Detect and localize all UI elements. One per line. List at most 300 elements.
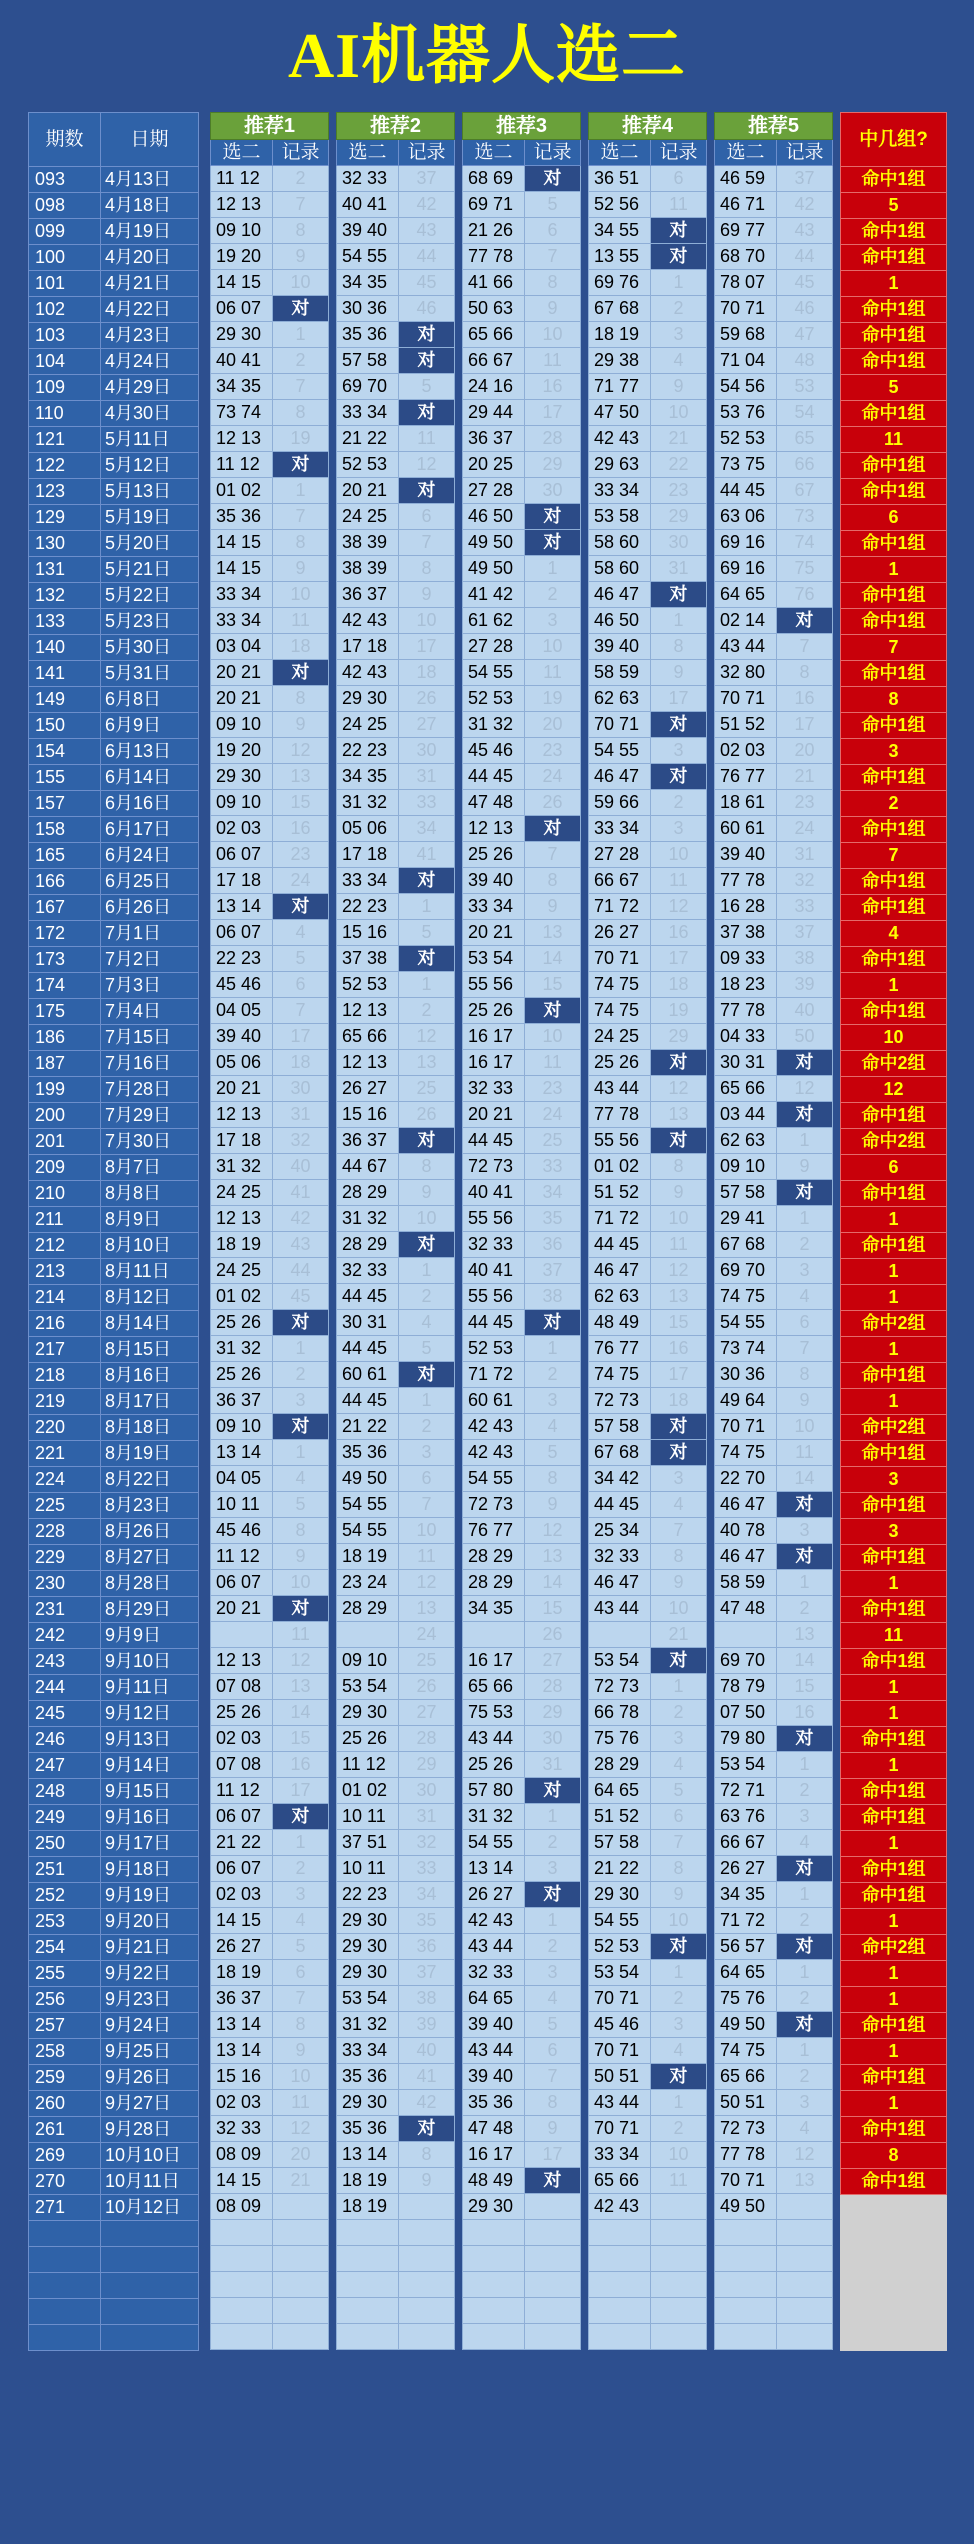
pick-numbers: 68 69: [463, 166, 525, 192]
pick-numbers: 60 61: [337, 1362, 399, 1388]
record-cell: 对: [777, 1544, 833, 1570]
table-row: [29, 947, 199, 973]
table-row: [337, 530, 455, 556]
record-cell: 2: [777, 1596, 833, 1622]
record-cell: 13: [525, 1544, 581, 1570]
table-row: [463, 1908, 581, 1934]
table-row: [211, 530, 329, 556]
record-cell: 15: [525, 972, 581, 998]
hit-count: 3: [841, 1519, 947, 1545]
record-cell: 31: [651, 556, 707, 582]
table-row: [463, 1232, 581, 1258]
sub-header-record: 记录: [399, 140, 455, 166]
blank-row: [211, 2324, 329, 2350]
table-row: [715, 1232, 833, 1258]
table-row: [715, 1024, 833, 1050]
table-row: [715, 1440, 833, 1466]
table-row: [337, 1336, 455, 1362]
issue-date: 6月26日: [101, 895, 199, 921]
issue-date: 9月27日: [101, 2091, 199, 2117]
table-row: [841, 1675, 947, 1701]
table-row: [589, 270, 707, 296]
table-row: [29, 843, 199, 869]
table-row: [589, 2012, 707, 2038]
record-cell: 9: [651, 660, 707, 686]
record-cell: 17: [651, 946, 707, 972]
pick-numbers: 40 41: [463, 1180, 525, 1206]
pick-numbers: 65 66: [337, 1024, 399, 1050]
table-row: [589, 452, 707, 478]
pick-numbers: 26 27: [715, 1856, 777, 1882]
record-cell: 14: [777, 1648, 833, 1674]
pick-numbers: 16 17: [463, 2142, 525, 2168]
table-row: [211, 1258, 329, 1284]
table-row: [337, 1466, 455, 1492]
record-cell: 6: [651, 166, 707, 192]
issue-date: 8月9日: [101, 1207, 199, 1233]
table-row: [211, 998, 329, 1024]
pick-numbers: 11 12: [211, 1778, 273, 1804]
pick-numbers: 21 22: [589, 1856, 651, 1882]
pick-numbers: 33 34: [337, 400, 399, 426]
table-row: [211, 1544, 329, 1570]
pick-numbers: 51 52: [589, 1804, 651, 1830]
table-row: [29, 583, 199, 609]
hit-count: 6: [841, 1155, 947, 1181]
table-row: [211, 1284, 329, 1310]
table-row: [463, 1102, 581, 1128]
hit-count: 1: [841, 557, 947, 583]
record-cell: 42: [273, 1206, 329, 1232]
table-row: [211, 816, 329, 842]
issue-date-table: [28, 112, 199, 2351]
table-row: [29, 193, 199, 219]
hit-count: 命中1组: [841, 1649, 947, 1675]
table-row: [589, 400, 707, 426]
record-cell: 2: [525, 1830, 581, 1856]
pick-numbers: 53 54: [337, 1674, 399, 1700]
pick-numbers: 03 04: [211, 634, 273, 660]
record-cell: 13: [651, 1102, 707, 1128]
pick-numbers: 60 61: [463, 1388, 525, 1414]
hit-count: 命中1组: [841, 1597, 947, 1623]
issue-date: 4月20日: [101, 245, 199, 271]
table-row: [463, 1726, 581, 1752]
record-cell: 对: [399, 1362, 455, 1388]
hit-count: 1: [841, 1285, 947, 1311]
hit-count: 11: [841, 1623, 947, 1649]
table-row: [337, 686, 455, 712]
pick-numbers: 54 56: [715, 374, 777, 400]
table-row: [841, 1727, 947, 1753]
issue-date: 9月22日: [101, 1961, 199, 1987]
table-row: [337, 1804, 455, 1830]
record-cell: 对: [651, 1648, 707, 1674]
table-row: [715, 478, 833, 504]
record-cell: 对: [525, 816, 581, 842]
table-row: [211, 1934, 329, 1960]
record-cell: 3: [651, 2012, 707, 2038]
record-cell: 17: [777, 712, 833, 738]
issue-date: 4月22日: [101, 297, 199, 323]
record-cell: 对: [651, 1934, 707, 1960]
pick-numbers: 70 71: [589, 2116, 651, 2142]
record-cell: 对: [399, 1128, 455, 1154]
record-cell: 16: [777, 686, 833, 712]
hit-count: 12: [841, 1077, 947, 1103]
record-cell: 3: [651, 322, 707, 348]
recommend-group-5: [714, 112, 833, 2350]
table-row: [841, 921, 947, 947]
group-title: 推荐3: [463, 113, 581, 140]
hit-count: 7: [841, 635, 947, 661]
issue-number: 251: [29, 1857, 101, 1883]
issue-date: 7月1日: [101, 921, 199, 947]
table-row: [463, 192, 581, 218]
table-row: [841, 583, 947, 609]
record-cell: 21: [651, 426, 707, 452]
pick-numbers: 21 26: [463, 218, 525, 244]
record-cell: 38: [399, 1986, 455, 2012]
record-cell: 27: [399, 1700, 455, 1726]
record-cell: 对: [777, 1180, 833, 1206]
pick-numbers: 07 08: [211, 1674, 273, 1700]
pick-numbers: 33 34: [463, 894, 525, 920]
hit-count: 10: [841, 1025, 947, 1051]
pick-numbers: 10 11: [211, 1492, 273, 1518]
blank-row: [337, 2272, 455, 2298]
table-row: [841, 193, 947, 219]
record-cell: 9: [651, 1180, 707, 1206]
record-cell: 1: [777, 1882, 833, 1908]
table-row: [589, 1492, 707, 1518]
pick-numbers: 20 21: [211, 1596, 273, 1622]
table-row: [463, 790, 581, 816]
table-row: [29, 1623, 199, 1649]
table-row: [715, 660, 833, 686]
table-row: [841, 1857, 947, 1883]
issue-number: 231: [29, 1597, 101, 1623]
table-row: [715, 1570, 833, 1596]
table-row: [841, 973, 947, 999]
pick-numbers: 58 60: [589, 556, 651, 582]
pick-numbers: 06 07: [211, 842, 273, 868]
table-row: [589, 764, 707, 790]
issue-number: 149: [29, 687, 101, 713]
pick-numbers: 26 27: [337, 1076, 399, 1102]
pick-numbers: 53 54: [589, 1960, 651, 1986]
pick-numbers: 69 71: [463, 192, 525, 218]
pick-numbers: 70 71: [589, 946, 651, 972]
table-row: [589, 1778, 707, 1804]
hit-count: 命中1组: [841, 531, 947, 557]
table-row: [463, 2064, 581, 2090]
table-row: [841, 375, 947, 401]
record-cell: 2: [525, 1934, 581, 1960]
record-cell: 8: [525, 270, 581, 296]
table-row: [841, 427, 947, 453]
hit-count: 命中1组: [841, 323, 947, 349]
table-row: [715, 1544, 833, 1570]
table-row: [463, 1206, 581, 1232]
pick-numbers: 49 50: [463, 530, 525, 556]
record-cell: 11: [399, 1544, 455, 1570]
issue-number: 186: [29, 1025, 101, 1051]
pick-numbers: 53 58: [589, 504, 651, 530]
table-row: [463, 452, 581, 478]
pick-numbers: 64 65: [715, 582, 777, 608]
hit-count: 命中1组: [841, 2065, 947, 2091]
pick-numbers: 43 44: [589, 1076, 651, 1102]
table-row: [463, 1622, 581, 1648]
issue-number: 102: [29, 297, 101, 323]
table-row: [337, 2168, 455, 2194]
issue-number: 155: [29, 765, 101, 791]
pick-numbers: 31 32: [337, 1206, 399, 1232]
issue-number: 101: [29, 271, 101, 297]
pick-numbers: 22 23: [211, 946, 273, 972]
issue-date: 4月23日: [101, 323, 199, 349]
pick-numbers: 01 02: [211, 478, 273, 504]
record-cell: 12: [273, 738, 329, 764]
sub-header-record: 记录: [525, 140, 581, 166]
table-row: [715, 608, 833, 634]
record-cell: 10: [651, 842, 707, 868]
table-row: [841, 739, 947, 765]
record-cell: 对: [525, 504, 581, 530]
issue-number: 166: [29, 869, 101, 895]
pick-numbers: 06 07: [211, 920, 273, 946]
pick-numbers: 37 38: [715, 920, 777, 946]
pick-numbers: 55 56: [463, 1206, 525, 1232]
pick-numbers: 20 21: [211, 1076, 273, 1102]
issue-date: 5月23日: [101, 609, 199, 635]
table-row: [337, 1076, 455, 1102]
table-row: [337, 998, 455, 1024]
record-cell: 30: [273, 1076, 329, 1102]
table-row: [463, 1440, 581, 1466]
table-row: [463, 1050, 581, 1076]
hit-count: 命中1组: [841, 349, 947, 375]
page-title: AI机器人选二: [287, 20, 687, 91]
table-row: [211, 686, 329, 712]
issue-date: 5月21日: [101, 557, 199, 583]
blank-row: [463, 2298, 581, 2324]
table-row: [589, 166, 707, 192]
pick-numbers: 53 54: [715, 1752, 777, 1778]
pick-numbers: 55 56: [589, 1128, 651, 1154]
table-row: [715, 790, 833, 816]
table-row: [589, 244, 707, 270]
table-row: [589, 1570, 707, 1596]
record-cell: 17: [525, 400, 581, 426]
table-row: [841, 1649, 947, 1675]
pick-numbers: 09 33: [715, 946, 777, 972]
table-row: [589, 504, 707, 530]
pick-numbers: 13 14: [211, 1440, 273, 1466]
pick-numbers: 45 46: [211, 972, 273, 998]
pick-numbers: 29 30: [463, 2194, 525, 2220]
record-cell: 30: [399, 738, 455, 764]
issue-date: 7月29日: [101, 1103, 199, 1129]
table-row: [337, 1362, 455, 1388]
issue-date: 10月10日: [101, 2143, 199, 2169]
table-row: [337, 1050, 455, 1076]
issue-number: 248: [29, 1779, 101, 1805]
table-row: [589, 556, 707, 582]
pick-numbers: 26 27: [589, 920, 651, 946]
record-cell: 1: [399, 1258, 455, 1284]
record-cell: 11: [525, 1050, 581, 1076]
issue-number: 225: [29, 1493, 101, 1519]
table-row: [29, 531, 199, 557]
pick-numbers: 04 05: [211, 998, 273, 1024]
record-cell: 34: [399, 816, 455, 842]
record-cell: 3: [651, 1466, 707, 1492]
blank-row: [841, 2221, 947, 2247]
issue-number: 230: [29, 1571, 101, 1597]
table-row: [589, 842, 707, 868]
issue-date: 8月11日: [101, 1259, 199, 1285]
record-cell: 对: [651, 1050, 707, 1076]
pick-numbers: 44 45: [463, 1310, 525, 1336]
pick-numbers: 67 68: [589, 1440, 651, 1466]
table-row: [841, 1415, 947, 1441]
table-row: [337, 868, 455, 894]
pick-numbers: 42 43: [463, 1440, 525, 1466]
table-row: [715, 2038, 833, 2064]
record-cell: 33: [777, 894, 833, 920]
pick-numbers: 42 43: [337, 608, 399, 634]
pick-numbers: 74 75: [589, 972, 651, 998]
pick-numbers: 33 34: [589, 816, 651, 842]
pick-numbers: 75 76: [589, 1726, 651, 1752]
table-row: [29, 2143, 199, 2169]
table-row: [589, 530, 707, 556]
issue-date: 9月16日: [101, 1805, 199, 1831]
table-row: [715, 920, 833, 946]
table-row: [715, 1908, 833, 1934]
table-row: [715, 1336, 833, 1362]
issue-date: 8月14日: [101, 1311, 199, 1337]
record-cell: 对: [777, 1856, 833, 1882]
record-cell: 40: [777, 998, 833, 1024]
record-cell: 10: [273, 2064, 329, 2090]
pick-numbers: 42 43: [589, 2194, 651, 2220]
record-cell: 8: [651, 1154, 707, 1180]
record-cell: 15: [777, 1674, 833, 1700]
issue-date: 6月17日: [101, 817, 199, 843]
blank-row: [715, 2272, 833, 2298]
table-row: [211, 1674, 329, 1700]
table-row: [589, 1206, 707, 1232]
table-row: [589, 1908, 707, 1934]
table-row: [715, 1258, 833, 1284]
table-row: [715, 1414, 833, 1440]
table-row: [589, 1310, 707, 1336]
pick-numbers: 52 53: [337, 452, 399, 478]
record-cell: 对: [525, 530, 581, 556]
record-cell: 1: [399, 972, 455, 998]
pick-numbers: 31 32: [463, 712, 525, 738]
pick-numbers: 18 19: [337, 1544, 399, 1570]
pick-numbers: 29 44: [463, 400, 525, 426]
pick-numbers: 71 04: [715, 348, 777, 374]
record-cell: 2: [651, 1700, 707, 1726]
hit-count: 命中2组: [841, 1129, 947, 1155]
pick-numbers: 34 35: [715, 1882, 777, 1908]
pick-numbers: 77 78: [715, 868, 777, 894]
record-cell: 3: [651, 1726, 707, 1752]
table-row: [29, 1103, 199, 1129]
pick-numbers: 70 71: [715, 686, 777, 712]
hit-count: 命中1组: [841, 869, 947, 895]
pick-numbers: 70 71: [715, 296, 777, 322]
table-row: [841, 791, 947, 817]
table-row: [841, 401, 947, 427]
table-row: [841, 1597, 947, 1623]
table-row: [463, 374, 581, 400]
pick-numbers: 69 70: [337, 374, 399, 400]
table-row: [337, 1518, 455, 1544]
table-row: [29, 1285, 199, 1311]
pick-numbers: 44 45: [589, 1492, 651, 1518]
pick-numbers: 54 55: [337, 244, 399, 270]
pick-numbers: 32 80: [715, 660, 777, 686]
table-row: [715, 192, 833, 218]
pick-numbers: 57 58: [337, 348, 399, 374]
table-row: [337, 1934, 455, 1960]
record-cell: 3: [777, 1518, 833, 1544]
table-row: [29, 1753, 199, 1779]
record-cell: 对: [525, 166, 581, 192]
record-cell: 9: [525, 1492, 581, 1518]
pick-numbers: 08 09: [211, 2194, 273, 2220]
table-row: [463, 582, 581, 608]
pick-numbers: 25 34: [589, 1518, 651, 1544]
record-cell: 8: [273, 2012, 329, 2038]
record-cell: 6: [273, 1960, 329, 1986]
issue-date: 5月31日: [101, 661, 199, 687]
table-row: [211, 1076, 329, 1102]
sub-header-pick: 选二: [211, 140, 273, 166]
pick-numbers: 72 71: [715, 1778, 777, 1804]
pick-numbers: 10 11: [337, 1804, 399, 1830]
issue-number: 129: [29, 505, 101, 531]
issue-number: 217: [29, 1337, 101, 1363]
table-row: [29, 245, 199, 271]
table-row: [589, 322, 707, 348]
record-cell: 4: [777, 1284, 833, 1310]
pick-numbers: 01 02: [589, 1154, 651, 1180]
pick-numbers: 11 12: [211, 452, 273, 478]
table-row: [589, 868, 707, 894]
pick-numbers: 36 37: [337, 582, 399, 608]
pick-numbers: 66 67: [715, 1830, 777, 1856]
record-cell: 43: [273, 1232, 329, 1258]
record-cell: 10: [399, 608, 455, 634]
table-row: [211, 244, 329, 270]
record-cell: 1: [651, 608, 707, 634]
table-row: [463, 2012, 581, 2038]
table-row: [29, 2013, 199, 2039]
table-row: [589, 2064, 707, 2090]
table-row: [211, 1596, 329, 1622]
blank-row: [29, 2299, 199, 2325]
record-cell: 20: [777, 738, 833, 764]
blank-row: [211, 2298, 329, 2324]
hit-count: 5: [841, 375, 947, 401]
